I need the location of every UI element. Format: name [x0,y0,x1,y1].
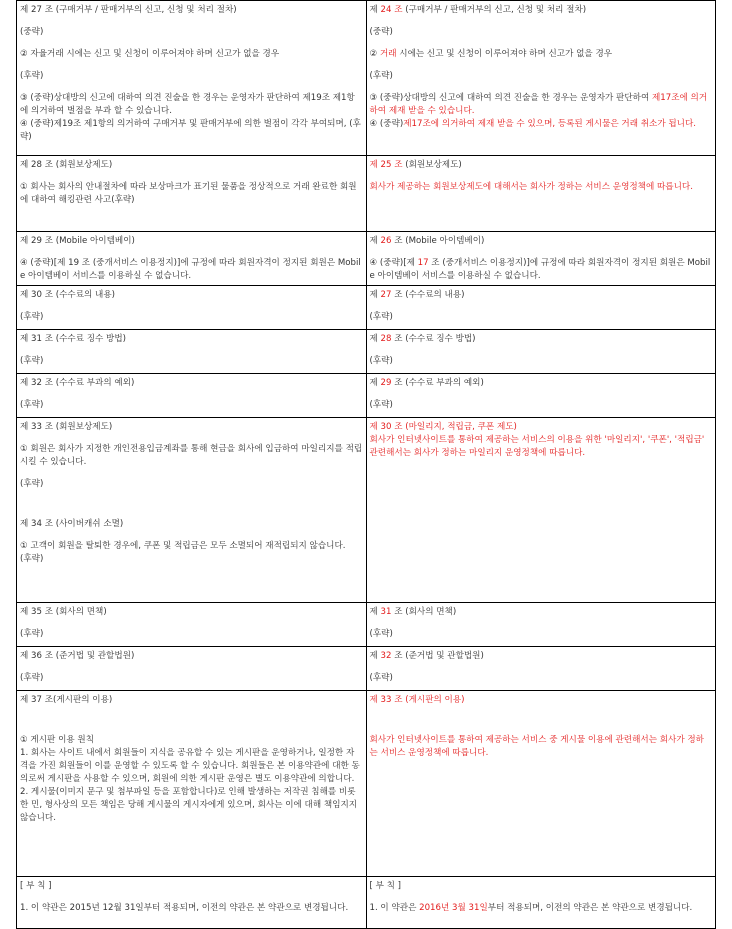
spacer [20,17,363,26]
clause-text: 제 [369,607,381,617]
spacer [370,83,713,92]
comparison-row [17,647,716,691]
comparison-rows [17,1,716,929]
clause-text: 조 (회사의 면책) [391,607,457,617]
clause-line: [ 부 칙 ] [369,881,402,891]
new-terms-cell [366,330,716,374]
clause-line: (후략) [20,554,44,564]
clause-text: 조 (수수료 부과의 예외) [391,378,484,388]
terms-comparison-table [16,0,716,929]
clause-text: (회원보상제도) [402,160,462,170]
comparison-row [17,418,716,603]
changed-text: 제17조에 의거하여 제재 받을 수 있습니다. [369,93,708,116]
clause-line: 회사가 제공하는 회원보상제도에 대해서는 회사가 정하는 서비스 운영정책에 따릅니다. [369,182,693,192]
clause-line: 제 36 조 (준거법 및 관할법원) [20,651,135,661]
clause-line: 제 27 조 (구매거부 / 판매거부의 신고, 신청 및 처리 절차) [20,5,237,15]
spacer [20,172,363,181]
clause-line: 제 33 조 (회원보상제도) [20,422,113,432]
comparison-row [17,1,716,156]
spacer [20,83,363,92]
clause-text: 부터 적용되며, 이전의 약관은 본 약관으로 변경됩니다. [487,903,693,913]
clause-text: 제 [369,651,381,661]
clause-text: 조 (준거법 및 관할법원) [391,651,484,661]
clause-line: 제 29 조 (Mobile 아이템베이) [20,236,135,246]
clause-line: [ 부 칙 ] [20,881,52,891]
spacer [370,248,713,257]
changed-text: 29 [380,378,392,388]
clause-line: 제 30 조 (수수료의 내용) [20,290,115,300]
changed-text: 거래 [379,49,397,59]
clause-line: ① 게시판 이용 원칙 [20,735,95,745]
changed-text: 24 조 [380,5,403,15]
clause-line: (후략) [20,71,44,81]
new-terms-cell [366,691,716,877]
new-terms-cell [366,877,716,929]
spacer [370,663,713,672]
clause-line: (후략) [369,629,393,639]
changed-text: 17 [417,258,429,268]
clause-line: (후략) [20,356,44,366]
clause-line [370,377,713,390]
clause-line [370,159,713,172]
spacer [370,619,713,628]
changed-text: 제 30 조 (마일리지, 적립금, 쿠폰 제도) [369,422,517,432]
clause-text: 1. 이 약관은 [369,903,420,913]
clause-line [370,333,713,346]
comparison-row [17,603,716,647]
clause-line: 회사가 인터넷사이트를 통하여 제공하는 서비스 중 게시물 이용에 관련해서는 회사가 정하는 서비스 운영정책에 따릅니다. [369,735,704,758]
spacer [370,707,713,734]
new-terms-cell [366,374,716,418]
old-terms-cell [17,330,367,374]
old-terms-cell [17,156,367,232]
spacer [20,248,363,257]
spacer [370,172,713,181]
clause-line: 제 28 조 (회원보상제도) [20,160,113,170]
changed-text: 2016년 3월 31일 [419,903,488,913]
clause-line: 제 32 조 (수수료 부과의 예외) [20,378,135,388]
changed-text: 제 25 조 [369,160,403,170]
new-terms-cell [366,286,716,330]
old-terms-cell [17,418,367,603]
clause-line: (후략) [369,673,393,683]
spacer [370,302,713,311]
clause-line [370,235,713,248]
clause-line [370,289,713,302]
comparison-row [17,374,716,418]
spacer [20,619,363,628]
clause-line [370,902,713,915]
clause-line: ① 회원은 회사가 지정한 개인전용입금계좌를 통해 현금을 회사에 입금하여 마일리지를 적립시킬 수 있습니다. [20,444,363,467]
spacer [20,531,363,540]
spacer [20,302,363,311]
clause-text: 조 (수수료의 내용) [391,290,465,300]
new-terms-cell [366,1,716,156]
clause-line: 2. 게시물(이미지 문구 및 첨부파일 등을 포함합니다)로 인해 발생하는 저작권 침해를 비롯한 민, 형사상의 모든 책임은 당해 게시물의 게시자에게 있으며, 회사는 이에 대해 책임지지 않습니다. [20,787,360,823]
changed-text: 31 [380,607,392,617]
spacer [370,61,713,70]
changed-text: 26 [380,236,392,246]
clause-line [370,650,713,663]
clause-text: 제 [369,378,381,388]
clause-line [370,694,713,707]
clause-line: (후략) [369,71,393,81]
clause-line: ① 회사는 회사의 안내절차에 따라 보상마크가 표기된 물품을 정상적으로 거래 완료한 회원에 대하여 해킹관련 사고(후략) [20,182,357,205]
spacer [20,663,363,672]
clause-line [370,48,713,61]
clause-line [370,118,713,131]
old-terms-cell [17,1,367,156]
comparison-row [17,286,716,330]
spacer [20,390,363,399]
clause-line: (후략) [20,673,44,683]
comparison-row [17,330,716,374]
old-terms-cell [17,286,367,330]
spacer [370,390,713,399]
clause-line: 제 31 조 (수수료 징수 방법) [20,334,127,344]
changed-text: 28 [380,334,392,344]
spacer [20,491,363,518]
new-terms-cell [366,418,716,603]
comparison-row [17,691,716,877]
clause-line: (후략) [20,479,44,489]
clause-line: 제 37 조(게시판의 이용) [20,695,113,705]
clause-text: ③ (중략)상대방의 신고에 대하여 의견 진술을 한 경우는 운영자가 판단하여 [369,93,652,103]
clause-text: ④ (중략) [369,119,404,129]
spacer [20,434,363,443]
spacer [370,17,713,26]
clause-text: 제 [369,334,381,344]
clause-text: 조 (Mobile 아이템베이) [391,236,485,246]
clause-text: 조 (수수료 징수 방법) [391,334,476,344]
old-terms-cell [17,877,367,929]
new-terms-cell [366,603,716,647]
clause-text: 제 [369,236,381,246]
clause-line: 회사가 인터넷사이트를 통하여 제공하는 서비스의 이용을 위한 '마일리지', '쿠폰', '적립금' 관련해서는 회사가 정하는 마일리지 운영정책에 따릅니다. [369,435,708,458]
clause-text: 조 (중개서비스 이용정지)]에 규정에 따라 회원자격이 정지된 회원은 Mobile 아이템베이 서비스를 이용하실 수 없습니다. [369,258,711,281]
spacer [370,893,713,902]
clause-line: (후략) [369,312,393,322]
spacer [370,39,713,48]
clause-line: ④ (중략)제19조 제1항의 의거하여 구매거부 및 판매거부에 의한 벌점이 각각 부여되며, (후략) [20,119,361,142]
old-terms-cell [17,691,367,877]
clause-line: ② 자율거래 시에는 신고 및 신청이 이루어져야 하며 신고가 없을 경우 [20,49,280,59]
spacer [20,346,363,355]
comparison-row [17,156,716,232]
clause-line: (후략) [20,629,44,639]
spacer [20,893,363,902]
clause-text: 제 [369,290,381,300]
clause-line [370,421,713,434]
clause-line [370,257,713,283]
clause-line: ③ (중략)상대방의 신고에 대하여 의견 진술을 한 경우는 운영자가 판단하여 제19조 제1항에 의거하여 벌점을 부과 할 수 있습니다. [20,93,355,116]
clause-text: 시에는 신고 및 신청이 이루어져야 하며 신고가 없을 경우 [396,49,613,59]
clause-line: ① 고객이 회원을 탈퇴한 경우에, 쿠폰 및 적립금은 모두 소멸되어 재적립되지 않습니다. [20,541,346,551]
clause-line: (중략) [20,27,44,37]
old-terms-cell [17,232,367,286]
comparison-row [17,232,716,286]
spacer [20,707,363,734]
clause-text: ② [369,49,380,59]
clause-line: 제 35 조 (회사의 면책) [20,607,107,617]
clause-line [370,4,713,17]
clause-line: 제 34 조 (사이버캐쉬 소멸) [20,519,124,529]
changed-text: 32 [380,651,392,661]
clause-line: ④ (중략)[제 19 조 (중개서비스 이용정지)]에 규정에 따라 회원자격이 정지된 회원은 Mobile 아이템베이 서비스를 이용하실 수 없습니다. [20,258,361,281]
changed-text: 제17조에 의거하여 제재 받을 수 있으며, 등록된 게시물은 거래 취소가 됩니다. [403,119,697,129]
changed-text: 제 33 조 (게시판의 이용) [369,695,465,705]
clause-text: ④ (중략)[제 [369,258,418,268]
spacer [20,61,363,70]
clause-line: (후략) [369,356,393,366]
old-terms-cell [17,647,367,691]
clause-text: 제 [369,5,381,15]
clause-line: 1. 이 약관은 2015년 12월 31일부터 적용되며, 이전의 약관은 본 약관으로 변경됩니다. [20,903,349,913]
clause-line: 1. 회사는 사이트 내에서 회원들이 지식을 공유할 수 있는 게시판을 운영하거나, 일정한 자격을 가진 회원들이 이를 운영할 수 있도록 할 수 있습니다. 회원들은 본 이용약관에 대한 동의로써 게시판을 사용할 수 있으며, 회원에 의한 게시판 운영은 별도 이용약관에 의합니다. [20,748,360,784]
spacer [370,346,713,355]
clause-line: (후략) [20,312,44,322]
changed-text: 27 [380,290,392,300]
new-terms-cell [366,156,716,232]
clause-line: (중략) [369,27,393,37]
spacer [20,469,363,478]
clause-text: (구매거부 / 판매거부의 신고, 신청 및 처리 절차) [402,5,587,15]
clause-line [370,606,713,619]
clause-line [370,92,713,118]
clause-line: (후략) [20,400,44,410]
new-terms-cell [366,647,716,691]
old-terms-cell [17,374,367,418]
comparison-row [17,877,716,929]
new-terms-cell [366,232,716,286]
old-terms-cell [17,603,367,647]
clause-line: (후략) [369,400,393,410]
spacer [20,39,363,48]
